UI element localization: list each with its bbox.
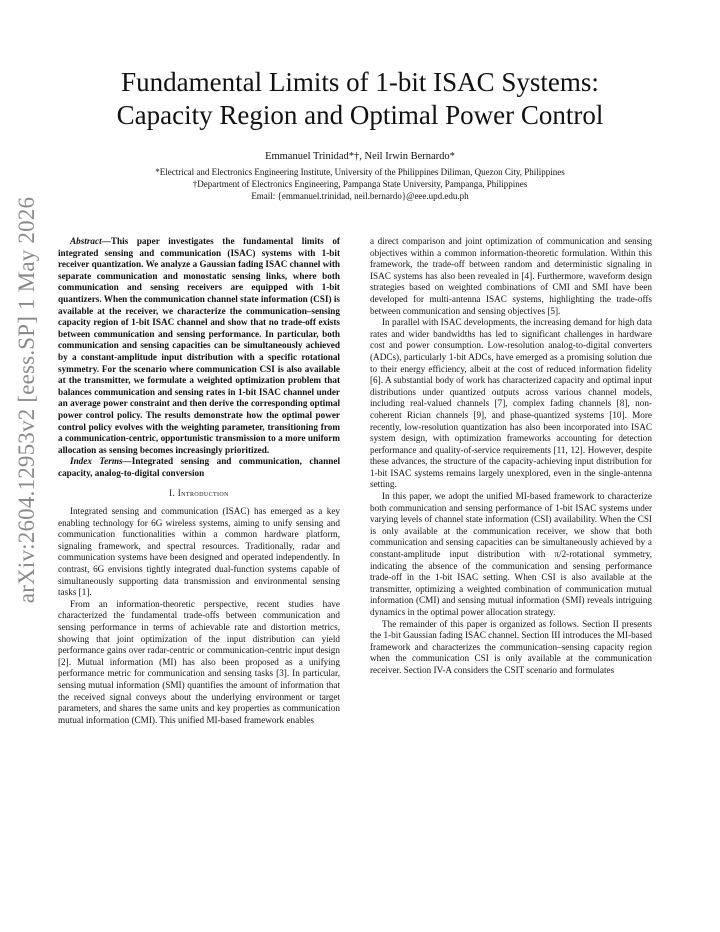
index-terms-label: Index Terms— <box>70 456 132 467</box>
paragraph: The remainder of this paper is organized as follows. Section II presents the 1-bit Gaussian fading ISAC channel. Section III introduces the MI-based framework and characterizes the communication–sensing capacity region when the communication CSI is only available at the communication receiver. Section IV-A considers the CSIT scenario and formulates <box>370 618 652 675</box>
section-heading-introduction: I. Introduction <box>169 488 229 499</box>
affiliation-2: †Department of Electronics Engineering, Pampanga State University, Pampanga, Philippines <box>192 179 528 189</box>
author-list: Emmanuel Trinidad*†, Neil Irwin Bernardo* <box>265 151 455 162</box>
right-column <box>370 236 652 677</box>
author-email: Email: {emmanuel.trinidad, neil.bernardo}@eee.upd.edu.ph <box>251 191 469 201</box>
index-terms <box>58 456 340 479</box>
paragraph: From an information-theoretic perspective, recent studies have characterized the fundamental trade-offs between communication and sensing performance in terms of achievable rate and distortion metrics, showing that joint optimization of the input distribution can yield performance gains over radar-centric or communication-centric input design [2]. Mutual information (MI) has also been proposed as a unifying performance metric for communication and sensing tasks [3]. In particular, sensing mutual information (SMI) quantifies the amount of information that the received signal conveys about the underlying environment or target parameters, and shares the same units and key properties as communication mutual information (CMI). This unified MI-based framework enables <box>58 598 340 725</box>
abstract <box>58 236 340 456</box>
title-line-1: Fundamental Limits of 1-bit ISAC Systems: <box>121 67 599 97</box>
affiliation-1: *Electrical and Electronics Engineering Institute, University of the Philippines Diliman, Quezon City, Philippines <box>155 167 565 177</box>
title-line-2: Capacity Region and Optimal Power Control <box>116 100 604 130</box>
paragraph: a direct comparison and joint optimization of communication and sensing objectives within a common information-theoretic formulation. Within this framework, the trade-off between random and deterministic signaling in ISAC systems has also been revealed in [4]. Furthermore, waveform design strategies based on weighted combinations of CMI and SMI have been developed for multi-antenna ISAC systems, highlighting the trade-offs between communication and sensing objectives [5]. <box>370 236 652 316</box>
paragraph: Integrated sensing and communication (ISAC) has emerged as a key enabling technology for 6G wireless systems, aiming to unify sensing and communication functionalities within a common hardware platform, signaling framework, and spectral resources. Traditionally, radar and communication systems have been designed and operated independently. In contrast, 6G envisions tightly integrated dual-function systems capable of simultaneously supporting data transmission and environmental sensing tasks [1]. <box>58 506 340 598</box>
abstract-label: Abstract— <box>70 236 111 246</box>
arxiv-identifier: arXiv:2604.12953v2 [eess.SP] 1 May 2026 <box>14 196 39 604</box>
paper-title <box>60 66 660 132</box>
abstract-text: This paper investigates the fundamental limits of integrated sensing and communication (ISAC) systems with 1-bit receiver quantization. We analyze a Gaussian fading ISAC channel with separate communication and monostatic sensing links, where both communication and sensing receivers are equipped with 1-bit quantizers. When the communication channel state information (CSI) is available at the receiver, we characterize the communication–sensing capacity region of 1-bit ISAC channel and show that no trade-off exists between communication and sensing performance. In particular, both communication and sensing capacities can be simultaneously achieved by a constant-amplitude input distribution with a specific rotational symmetry. For the scenario where communication CSI is also available at the transmitter, we formulate a weighted optimization problem that balances communication and sensing rates in 1-bit ISAC channel under an average power constraint and then derive the corresponding optimal power control policy. The results demonstrate how the optimal power control policy evolves with the weighting parameter, transitioning from a communication-centric, opportunistic transmission to a more uniform allocation as sensing becomes increasingly prioritized. <box>58 236 340 455</box>
arxiv-stamp <box>2 140 52 660</box>
paragraph: In parallel with ISAC developments, the increasing demand for high data rates and wider bandwidths has led to significant challenges in hardware cost and power consumption. Low-resolution analog-to-digital converters (ADCs), particularly 1-bit ADCs, have emerged as a promising solution due to their energy efficiency, albeit at the cost of reduced information fidelity [6]. A substantial body of work has characterized capacity and optimal input distributions under quantized outputs across various channel models, including real-valued channels [7], complex fading channels [8], non-coherent Rician channels [9], and phase-quantized systems [10]. More recently, low-resolution quantization has also been incorporated into ISAC system design, with optimization frameworks accounting for detection performance and quality-of-service requirements [11, 12]. However, despite these advances, the structure of the capacity-achieving input distribution for 1-bit ISAC systems remains largely unexplored, even in the single-antenna setting. <box>370 317 652 490</box>
paragraph: In this paper, we adopt the unified MI-based framework to characterize both communication and sensing performance of 1-bit ISAC systems under varying levels of channel state information (CSI) availability. When the CSI is only available at the communication receiver, we show that both communication and sensing capacities can be simultaneously achieved by a constant-amplitude input distribution with π/2-rotational symmetry, indicating the absence of the communication and sensing performance trade-off in the 1-bit ISAC setting. When CSI is also available at the transmitter, optimizing a weighted combination of communication mutual information (CMI) and sensing mutual information (SMI) reveals intriguing dynamics in the optimal power allocation strategy. <box>370 491 652 617</box>
index-terms-text: Integrated sensing and communication, channel capacity, analog-to-digital conversion <box>58 456 340 478</box>
left-column <box>58 236 340 726</box>
